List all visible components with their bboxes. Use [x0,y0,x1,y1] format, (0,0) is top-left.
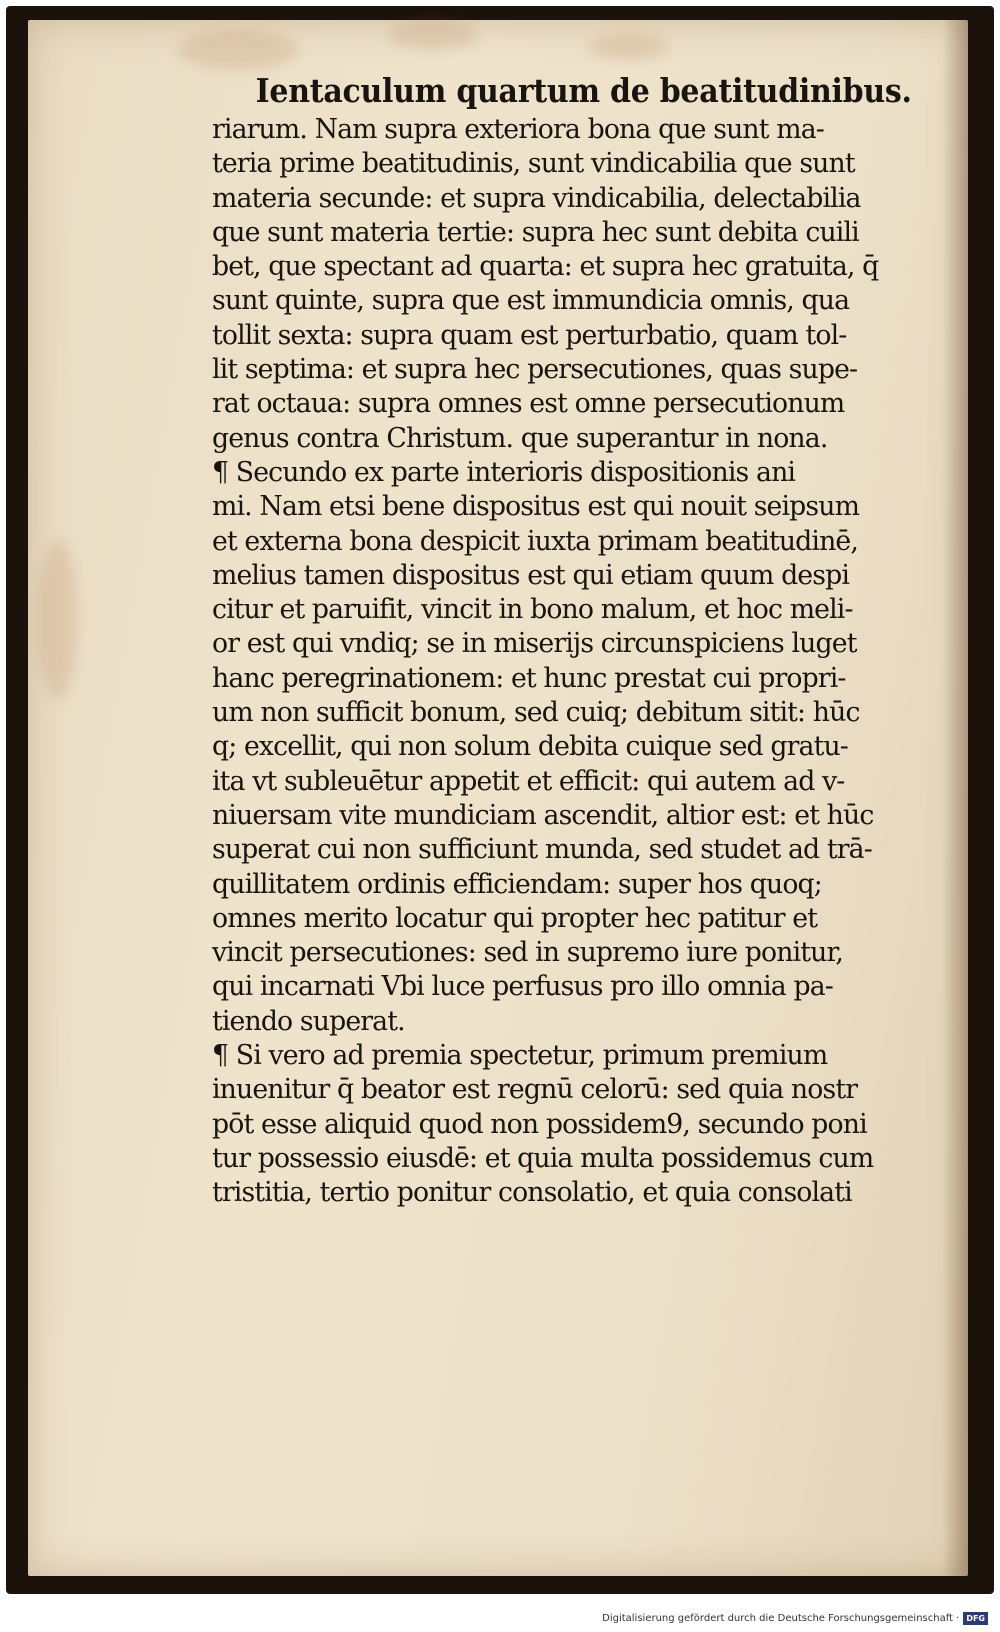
text-line: hanc peregrinationem: et hunc prestat cui propri- [212,661,846,694]
text-line: um non sufficit bonum, sed cuiq; debitum sitit: hūc [212,696,860,729]
text-line: genus contra Christum. que superantur in nona. [212,421,828,454]
text-line: pōt esse aliquid quod non possidem9, secundo poni [212,1107,867,1140]
credit-text: Digitalisierung gefördert durch die Deutsche Forschungsgemeinschaft · [602,1613,960,1624]
page-edge-shadow [942,20,968,1576]
text-line: tur possessio eiusdē: et quia multa possidemus cum [212,1141,874,1174]
text-line: inuenitur q̄ beator est regnū celorū: sed quia nostr [212,1073,858,1106]
text-line: vincit persecutiones: sed in supremo iure ponitur, [212,936,844,969]
text-line: omnes merito locatur qui propter hec patitur et [212,901,818,934]
text-line: quillitatem ordinis efficiendam: super hos quoq; [212,867,822,900]
text-line: lit septima: et supra hec persecutiones, quas supe- [212,353,858,386]
dfg-logo: DFG [963,1612,988,1625]
text-line: mi. Nam etsi bene dispositus est qui nouit seipsum [212,490,860,523]
text-line: tristitia, tertio ponitur consolatio, et quia consolati [212,1176,852,1209]
text-line: sunt quinte, supra que est immundicia omnis, qua [212,284,850,317]
text-line: ¶ Si vero ad premia spectetur, primum premium [212,1039,828,1072]
running-heading: Ientaculum quartum de beatitudinibus. [255,71,912,110]
text-line: tiendo superat. [212,1004,405,1037]
text-line: riarum. Nam supra exteriora bona que sunt ma- [212,113,824,145]
text-line: citur et paruifit, vincit in bono malum, et hoc meli- [212,593,853,626]
text-line: teria prime beatitudinis, sunt vindicabilia que sunt [212,147,855,180]
paper-stain [588,34,668,60]
text-line: melius tamen dispositus est qui etiam quum despi [212,558,850,591]
text-line: niuersam vite mundiciam ascendit, altior est: et hūc [212,798,874,831]
text-line: bet, que spectant ad quarta: et supra hec gratuita, q̄ [212,250,879,283]
text-line: ¶ Secundo ex parte interioris dispositionis ani [212,455,796,488]
text-line: que sunt materia tertie: supra hec sunt debita cuili [212,215,859,248]
paper-stain [178,30,298,70]
body-text [212,112,932,1210]
text-line: ita vt subleuētur appetit et efficit: qui autem ad v- [212,764,845,797]
text-line: et externa bona despicit iuxta primam beatitudinē, [212,524,859,557]
text-line: qui incarnati Vbi luce perfusus pro illo omnia pa- [212,970,833,1003]
text-line: tollit sexta: supra quam est perturbatio, quam tol- [212,318,847,351]
paper-stain [38,540,78,700]
text-line: or est qui vndiq; se in miserijs circunspiciens luget [212,627,857,660]
text-line: superat cui non sufficiunt munda, sed studet ad trā- [212,833,872,866]
text-block [212,70,932,1210]
text-line: q; excellit, qui non solum debita cuique sed gratu- [212,730,848,763]
text-line: rat octaua: supra omnes est omne persecutionum [212,387,845,420]
text-line: materia secunde: et supra vindicabilia, delectabilia [212,181,861,214]
digitization-credit [602,1612,988,1625]
paper-stain [388,20,478,50]
